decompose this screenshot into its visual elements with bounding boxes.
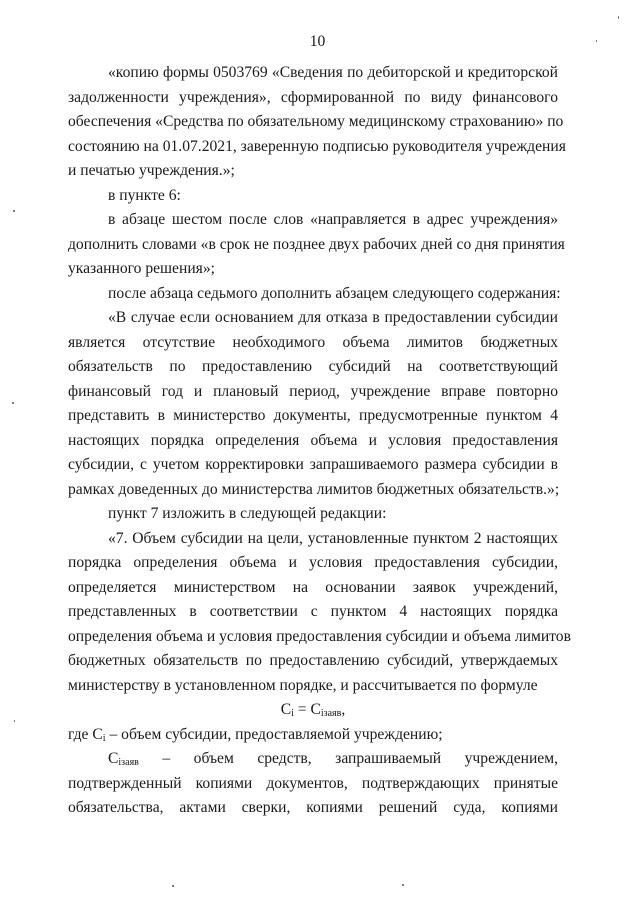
text-line: состоянию на 01.07.2021, заверенную подписью руководителя учреждения [68, 137, 566, 155]
text-line: является отсутствие необходимого объема лимитов бюджетных [68, 333, 558, 351]
text-line: министерству в установленном порядке, и рассчитывается по формуле [68, 676, 538, 694]
text-line: представленных в соответствии с пунктом 4 настоящих порядка [68, 603, 558, 620]
text-line: определяется министерством на основании заявок учреждений, [68, 578, 558, 596]
text-line: настоящих порядка определения объема и условия предоставления [68, 431, 558, 449]
text-line: «копию формы 0503769 «Сведения по дебиторской и кредиторской [108, 64, 558, 81]
scan-speck [618, 16, 619, 19]
text-line: указанного решения»; [68, 260, 215, 277]
page-number: 10 [309, 33, 326, 50]
formula-definition: где $C_i$ – объем субсидии, предоставляемой учреждению; [68, 725, 443, 744]
scan-speck [402, 884, 404, 886]
document-body [68, 61, 571, 821]
text-line: дополнить словами «в срок не позднее двух рабочих дней со дня принятия [68, 235, 565, 253]
text-line: рамках доведенных до министерства лимитов бюджетных обязательств.»; [68, 480, 560, 498]
scan-speck [14, 720, 15, 722]
text-line: обеспечения «Средства по обязательному медицинскому страхованию» по [68, 113, 564, 130]
text-line: задолженности учреждения», сформированной по виду финансового [68, 88, 558, 106]
text-line: пункт 7 изложить в следующей редакции: [108, 505, 387, 522]
text-line: определения объема и условия предоставления субсидии и объема лимитов [68, 627, 571, 645]
scan-speck [13, 210, 15, 212]
text-line: подтвержденный копиями документов, подтверждающих принятые [68, 774, 558, 792]
text-line: в абзаце шестом после слов «направляется в адрес учреждения» [108, 211, 558, 228]
scan-speck [172, 885, 174, 887]
text-line: обязательств по предоставлению субсидий на соответствующий [68, 358, 558, 375]
text-line: «В случае если основанием для отказа в предоставлении субсидии [108, 309, 558, 326]
text-line: в пункте 6: [108, 186, 181, 204]
scan-speck [12, 402, 14, 404]
text-line: обязательства, актами сверки, копиями решений суда, копиями [68, 799, 558, 816]
scan-speck [596, 40, 597, 42]
text-line: «7. Объем субсидии на цели, установленные пунктом 2 настоящих [108, 529, 558, 547]
formula-definition: $C_{iзаяв}$ – объем средств, запрашиваемый учреждением, [108, 750, 558, 768]
text-line: субсидии, с учетом корректировки запрашиваемого размера субсидии в [68, 456, 558, 473]
text-line: и печатью учреждения.»; [68, 162, 235, 179]
text-line: представить в министерство документы, предусмотренные пунктом 4 [68, 407, 558, 424]
text-line: бюджетных обязательств по предоставлению субсидий, утверждаемых [68, 652, 558, 669]
text-line: после абзаца седьмого дополнить абзацем следующего содержания: [108, 284, 561, 302]
text-line: порядка определения объема и условия предоставления субсидии, [68, 554, 558, 571]
formula: $C_i = C_{iзаяв}$, [280, 701, 346, 719]
text-line: финансовый год и плановый период, учреждение вправе повторно [68, 382, 558, 400]
